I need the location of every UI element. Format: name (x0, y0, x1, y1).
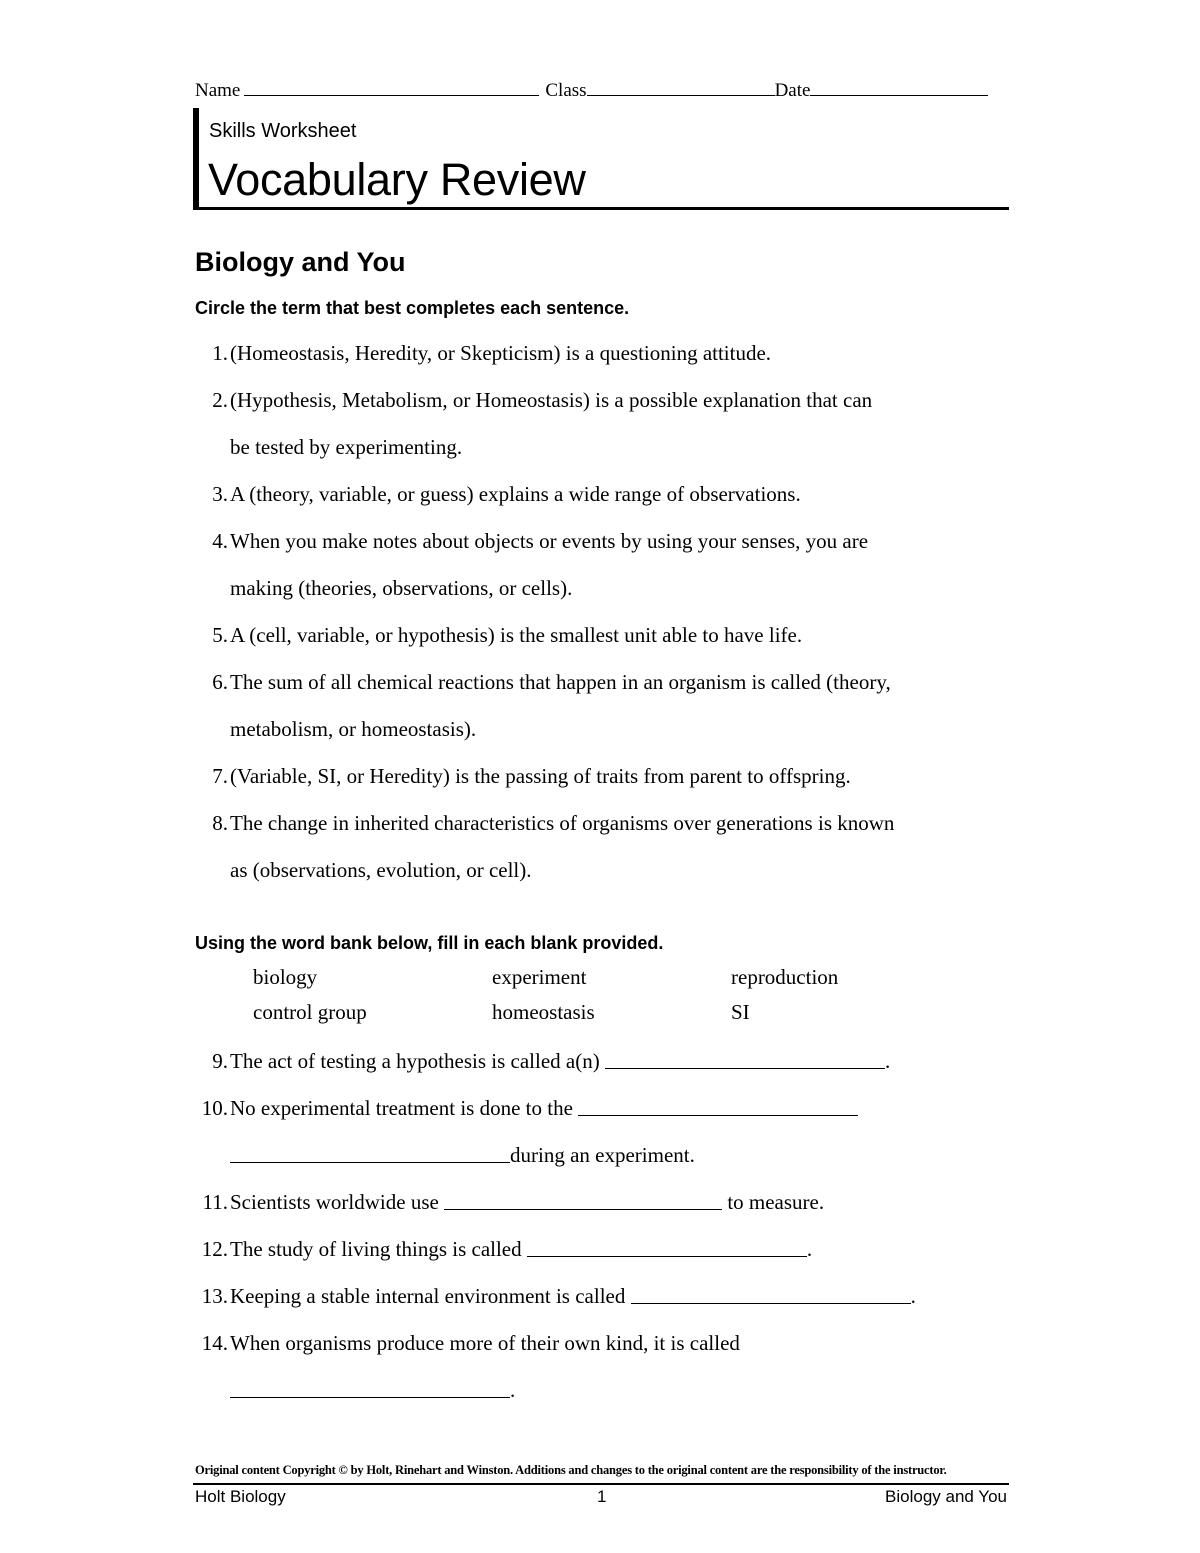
question-9 (190, 1038, 1020, 1085)
footer-divider (193, 1483, 1009, 1485)
copyright-notice: Original content Copyright © by Holt, Rinehart and Winston. Additions and changes to the original content are the responsibility of the instructor. (195, 1463, 947, 1477)
question-text-continued[interactable]: metabolism, or homeostasis). (230, 717, 477, 741)
question-number: 7. (212, 764, 228, 788)
question-14 (190, 1320, 1020, 1414)
question-text-continued[interactable]: be tested by experimenting. (230, 435, 463, 459)
question-text[interactable]: When you make notes about objects or events by using your senses, you are (230, 529, 869, 553)
question-12 (190, 1226, 1020, 1273)
word-bank-term: homeostasis (492, 1000, 595, 1024)
answer-blank[interactable] (631, 1302, 911, 1304)
word-bank-term: SI (731, 1000, 750, 1024)
question-text: Keeping a stable internal environment is called (230, 1284, 626, 1308)
date-label: Date (774, 80, 811, 101)
instruction-circle: Circle the term that best completes each sentence. (195, 298, 630, 318)
question-text-end: . (884, 1049, 891, 1073)
footer-chapter-title: Biology and You (885, 1487, 1007, 1506)
word-bank-term: reproduction (731, 965, 839, 989)
class-label: Class (545, 80, 587, 101)
word-bank-term: experiment (492, 965, 587, 989)
question-text[interactable]: A (theory, variable, or guess) explains a wide range of observations. (230, 482, 801, 506)
page-number: 1 (597, 1487, 607, 1506)
word-bank-term: control group (253, 1000, 367, 1024)
answer-blank[interactable] (578, 1114, 858, 1116)
question-text-end: to measure. (727, 1190, 825, 1214)
question-text: The act of testing a hypothesis is called a(n) (230, 1049, 600, 1073)
question-text-end: . (806, 1237, 813, 1261)
question-text[interactable]: (Hypothesis, Metabolism, or Homeostasis) is a possible explanation that can (230, 388, 873, 412)
question-number: 12. (201, 1237, 228, 1261)
question-number: 13. (201, 1284, 228, 1308)
question-number: 10. (201, 1096, 228, 1120)
worksheet-title: Vocabulary Review (208, 154, 586, 205)
question-text: No experimental treatment is done to the (230, 1096, 573, 1120)
answer-blank[interactable] (230, 1396, 510, 1398)
footer-book-title: Holt Biology (195, 1487, 286, 1506)
question-11 (190, 1179, 1020, 1226)
question-text-continued[interactable]: as (observations, evolution, or cell). (230, 858, 532, 882)
question-number: 9. (212, 1049, 228, 1073)
answer-blank-continued[interactable] (230, 1161, 510, 1163)
question-text: When organisms produce more of their own kind, it is called (230, 1331, 740, 1355)
instruction-word-bank: Using the word bank below, fill in each blank provided. (195, 933, 664, 953)
question-text-end: during an experiment. (510, 1143, 695, 1167)
date-blank[interactable] (810, 94, 988, 96)
question-text[interactable]: (Variable, SI, or Heredity) is the passing of traits from parent to offspring. (230, 764, 851, 788)
answer-blank[interactable] (605, 1067, 885, 1069)
question-continuation (190, 1132, 1020, 1179)
question-2 (190, 377, 1020, 471)
question-5 (190, 612, 1020, 659)
question-number: 14. (201, 1331, 228, 1355)
title-box (193, 108, 1009, 210)
answer-blank[interactable] (527, 1255, 807, 1257)
question-text: The study of living things is called (230, 1237, 522, 1261)
question-number: 1. (212, 341, 228, 365)
question-number: 2. (212, 388, 228, 412)
question-10 (190, 1085, 1020, 1179)
student-info-line (195, 80, 1000, 102)
question-text-end: . (910, 1284, 916, 1308)
question-6 (190, 659, 1020, 753)
question-4 (190, 518, 1020, 612)
question-number: 11. (202, 1190, 228, 1214)
answer-blank[interactable] (444, 1208, 722, 1210)
question-3 (190, 471, 1020, 518)
question-text[interactable]: The sum of all chemical reactions that happen in an organism is called (theory, (230, 670, 891, 694)
question-number: 6. (212, 670, 228, 694)
question-number: 3. (212, 482, 228, 506)
class-blank[interactable] (587, 94, 775, 96)
question-7 (190, 753, 1020, 800)
name-blank[interactable] (244, 94, 539, 96)
question-text: Scientists worldwide use (230, 1190, 439, 1214)
question-text[interactable]: The change in inherited characteristics of organisms over generations is known (230, 811, 895, 835)
question-text[interactable]: A (cell, variable, or hypothesis) is the smallest unit able to have life. (230, 623, 803, 647)
word-bank-term: biology (253, 965, 318, 989)
question-number: 4. (212, 529, 228, 553)
question-continuation (190, 1367, 1020, 1414)
question-text[interactable]: (Homeostasis, Heredity, or Skepticism) is a questioning attitude. (230, 341, 772, 365)
question-number: 8. (212, 811, 228, 835)
question-number: 5. (212, 623, 228, 647)
question-8 (190, 800, 1020, 894)
worksheet-kicker: Skills Worksheet (209, 120, 357, 142)
section-heading: Biology and You (195, 247, 406, 277)
question-text-end: . (510, 1378, 516, 1402)
question-text-continued[interactable]: making (theories, observations, or cells). (230, 576, 573, 600)
question-1 (190, 330, 1020, 377)
name-label: Name (195, 80, 241, 101)
question-13 (190, 1273, 1020, 1320)
